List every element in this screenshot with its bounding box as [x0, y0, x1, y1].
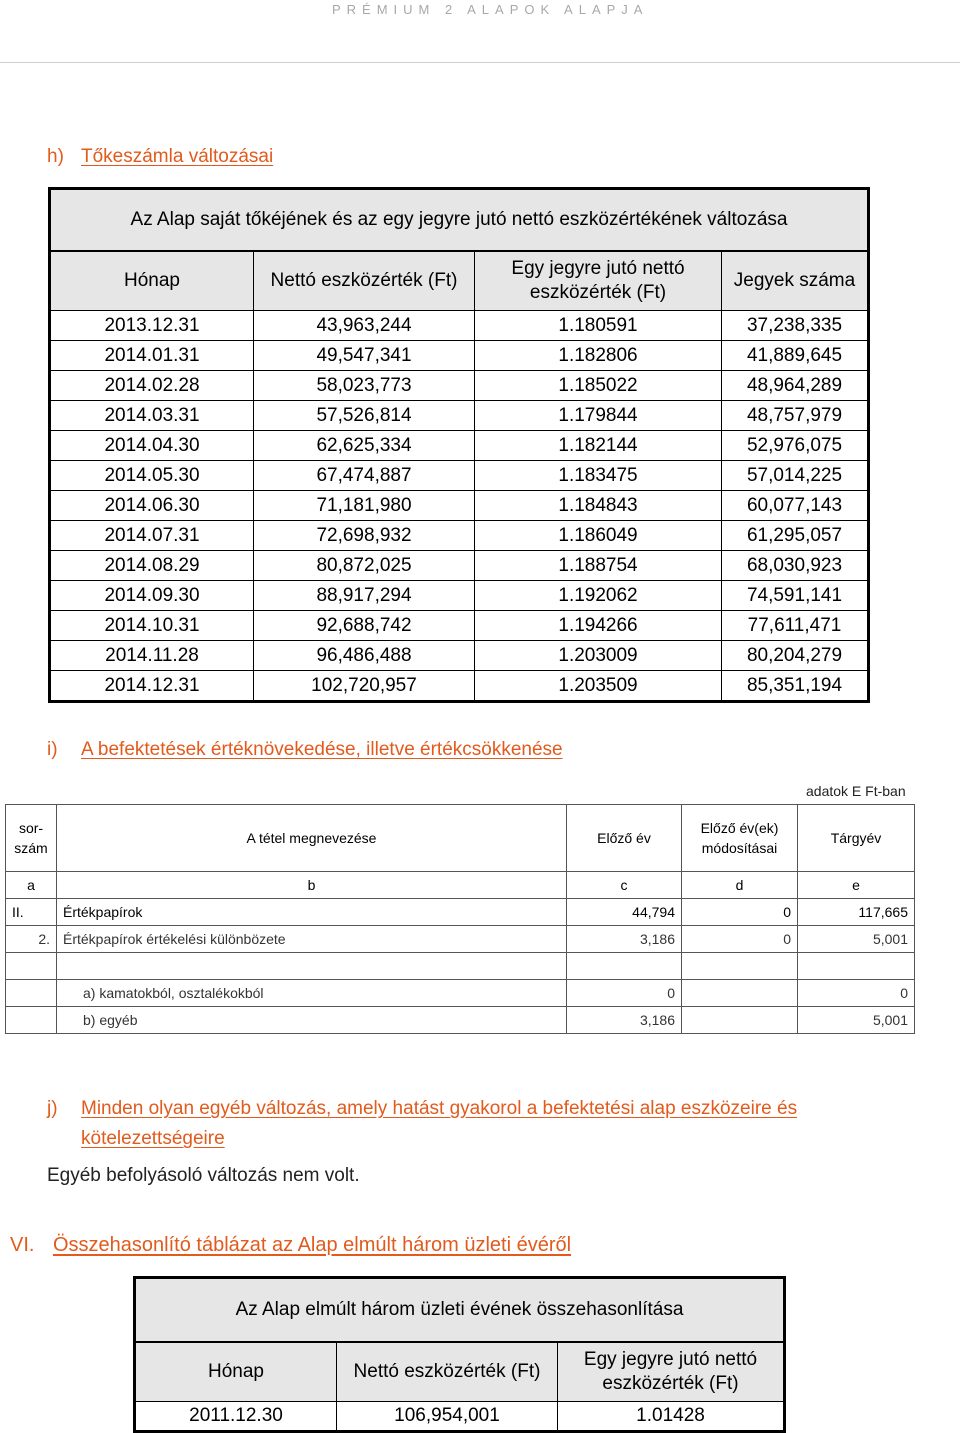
row-adjustments [682, 980, 798, 1007]
row-month: 2011.12.30 [135, 1402, 337, 1432]
row-nav-per-unit: 1.179844 [475, 401, 722, 431]
letter-a: a [6, 872, 57, 899]
row-net-asset-value: 92,688,742 [254, 611, 475, 641]
row-nav-per-unit: 1.194266 [475, 611, 722, 641]
row-units: 37,238,335 [722, 311, 869, 341]
col-header-serial: sor- szám [6, 805, 57, 872]
section-vi-number: VI. [10, 1234, 35, 1256]
row-net-asset-value: 58,023,773 [254, 371, 475, 401]
table-row [6, 953, 915, 980]
col-header-net-asset-value: Nettó eszközérték (Ft) [337, 1342, 558, 1402]
row-month: 2014.11.28 [50, 641, 254, 671]
row-prior-year [567, 953, 682, 980]
row-current-year [798, 953, 915, 980]
row-net-asset-value: 49,547,341 [254, 341, 475, 371]
section-j-heading [47, 1094, 797, 1154]
row-net-asset-value: 106,954,001 [337, 1402, 558, 1432]
row-nav-per-unit: 1.182144 [475, 431, 722, 461]
row-month: 2014.09.30 [50, 581, 254, 611]
brand-title: PRÉMIUM 2 ALAPOK ALAPJA [332, 2, 649, 17]
comparison-table-header [135, 1342, 785, 1402]
row-prior-year: 0 [567, 980, 682, 1007]
table-row [50, 431, 869, 461]
table-row [50, 641, 869, 671]
row-units: 68,030,923 [722, 551, 869, 581]
row-adjustments [682, 1007, 798, 1034]
col-header-item-name: A tétel megnevezése [57, 805, 567, 872]
table-row [50, 401, 869, 431]
table-row [50, 371, 869, 401]
row-serial [6, 1007, 57, 1034]
col-header-nav-per-unit: Egy jegyre jutó nettó eszközérték (Ft) [475, 251, 722, 311]
row-net-asset-value: 43,963,244 [254, 311, 475, 341]
row-nav-per-unit: 1.184843 [475, 491, 722, 521]
section-i-heading [47, 739, 563, 761]
row-adjustments: 0 [682, 899, 798, 926]
nav-change-table-caption: Az Alap saját tőkéjének és az egy jegyre jutó nettó eszközértékének változása [50, 189, 869, 252]
section-j-number: j) [47, 1098, 58, 1119]
row-net-asset-value: 72,698,932 [254, 521, 475, 551]
unit-note: adatok E Ft-ban [806, 783, 906, 799]
table-row [50, 311, 869, 341]
row-nav-per-unit: 1.192062 [475, 581, 722, 611]
row-nav-per-unit: 1.183475 [475, 461, 722, 491]
row-nav-per-unit: 1.186049 [475, 521, 722, 551]
row-net-asset-value: 71,181,980 [254, 491, 475, 521]
section-i-title: A befektetések értéknövekedése, illetve értékcsökkenése [81, 739, 563, 760]
row-current-year: 0 [798, 980, 915, 1007]
row-month: 2014.07.31 [50, 521, 254, 551]
row-item-name [57, 953, 567, 980]
col-header-prior-year: Előző év [567, 805, 682, 872]
row-nav-per-unit: 1.185022 [475, 371, 722, 401]
page-header [0, 0, 960, 63]
three-year-comparison-table [133, 1276, 786, 1433]
row-units: 48,757,979 [722, 401, 869, 431]
row-item-name: Értékpapírok értékelési különbözete [57, 926, 567, 953]
letter-c: c [567, 872, 682, 899]
table-row [6, 899, 915, 926]
row-item-name: Értékpapírok [57, 899, 567, 926]
row-units: 57,014,225 [722, 461, 869, 491]
col-header-month: Hónap [50, 251, 254, 311]
row-serial: 2. [6, 926, 57, 953]
table-row [50, 491, 869, 521]
col-header-net-asset-value: Nettó eszközérték (Ft) [254, 251, 475, 311]
row-units: 74,591,141 [722, 581, 869, 611]
row-units: 61,295,057 [722, 521, 869, 551]
table-row [50, 581, 869, 611]
row-net-asset-value: 67,474,887 [254, 461, 475, 491]
table-row [50, 461, 869, 491]
table-row [135, 1402, 785, 1432]
investment-value-table [5, 804, 915, 1034]
row-serial: II. [6, 899, 57, 926]
table-row [6, 980, 915, 1007]
section-j-title-line2: kötelezettségeire [81, 1128, 225, 1149]
section-h-number: h) [47, 146, 64, 167]
row-units: 80,204,279 [722, 641, 869, 671]
table-row [50, 341, 869, 371]
row-month: 2013.12.31 [50, 311, 254, 341]
row-units: 77,611,471 [722, 611, 869, 641]
row-units: 85,351,194 [722, 671, 869, 702]
nav-change-table [48, 187, 870, 703]
row-nav-per-unit: 1.203009 [475, 641, 722, 671]
row-net-asset-value: 102,720,957 [254, 671, 475, 702]
table-row [50, 671, 869, 702]
table-row [6, 926, 915, 953]
row-prior-year: 3,186 [567, 1007, 682, 1034]
row-nav-per-unit: 1.182806 [475, 341, 722, 371]
row-serial [6, 953, 57, 980]
row-current-year: 117,665 [798, 899, 915, 926]
table-row [50, 611, 869, 641]
col-header-nav-per-unit: Egy jegyre jutó nettó eszközérték (Ft) [558, 1342, 785, 1402]
table-row [6, 1007, 915, 1034]
nav-change-table-header [50, 251, 869, 311]
col-header-current-year: Tárgyév [798, 805, 915, 872]
comparison-table-caption: Az Alap elmúlt három üzleti évének összehasonlítása [135, 1278, 785, 1343]
row-net-asset-value: 62,625,334 [254, 431, 475, 461]
section-j-title-line1: Minden olyan egyéb változás, amely hatást gyakorol a befektetési alap eszközeire és [81, 1098, 798, 1119]
row-month: 2014.03.31 [50, 401, 254, 431]
row-units: 41,889,645 [722, 341, 869, 371]
row-month: 2014.05.30 [50, 461, 254, 491]
row-item-name: b) egyéb [57, 1007, 567, 1034]
section-h-heading [47, 146, 273, 168]
letter-b: b [57, 872, 567, 899]
row-current-year: 5,001 [798, 926, 915, 953]
row-units: 60,077,143 [722, 491, 869, 521]
section-i-number: i) [47, 739, 58, 760]
letter-e: e [798, 872, 915, 899]
row-nav-per-unit: 1.180591 [475, 311, 722, 341]
row-net-asset-value: 96,486,488 [254, 641, 475, 671]
row-month: 2014.12.31 [50, 671, 254, 702]
row-net-asset-value: 80,872,025 [254, 551, 475, 581]
row-units: 48,964,289 [722, 371, 869, 401]
row-prior-year: 3,186 [567, 926, 682, 953]
row-month: 2014.06.30 [50, 491, 254, 521]
row-month: 2014.02.28 [50, 371, 254, 401]
row-nav-per-unit: 1.203509 [475, 671, 722, 702]
row-current-year: 5,001 [798, 1007, 915, 1034]
col-header-prior-year-adjustments: Előző év(ek) módosításai [682, 805, 798, 872]
letter-d: d [682, 872, 798, 899]
row-nav-per-unit: 1.188754 [475, 551, 722, 581]
table-row [50, 551, 869, 581]
section-j-text: Egyéb befolyásoló változás nem volt. [47, 1165, 360, 1186]
investment-table-header [6, 805, 915, 872]
row-net-asset-value: 88,917,294 [254, 581, 475, 611]
row-net-asset-value: 57,526,814 [254, 401, 475, 431]
row-nav-per-unit: 1.01428 [558, 1402, 785, 1432]
row-adjustments [682, 953, 798, 980]
investment-table-letter-row [6, 872, 915, 899]
table-row [50, 521, 869, 551]
row-month: 2014.08.29 [50, 551, 254, 581]
row-month: 2014.01.31 [50, 341, 254, 371]
row-serial [6, 980, 57, 1007]
col-header-month: Hónap [135, 1342, 337, 1402]
section-vi-title: Összehasonlító táblázat az Alap elmúlt három üzleti évéről [53, 1234, 572, 1256]
col-header-units: Jegyek száma [722, 251, 869, 311]
row-units: 52,976,075 [722, 431, 869, 461]
section-vi-heading [10, 1234, 571, 1257]
row-prior-year: 44,794 [567, 899, 682, 926]
row-month: 2014.04.30 [50, 431, 254, 461]
section-h-title: Tőkeszámla változásai [81, 146, 274, 167]
row-month: 2014.10.31 [50, 611, 254, 641]
row-adjustments: 0 [682, 926, 798, 953]
row-item-name: a) kamatokból, osztalékokból [57, 980, 567, 1007]
